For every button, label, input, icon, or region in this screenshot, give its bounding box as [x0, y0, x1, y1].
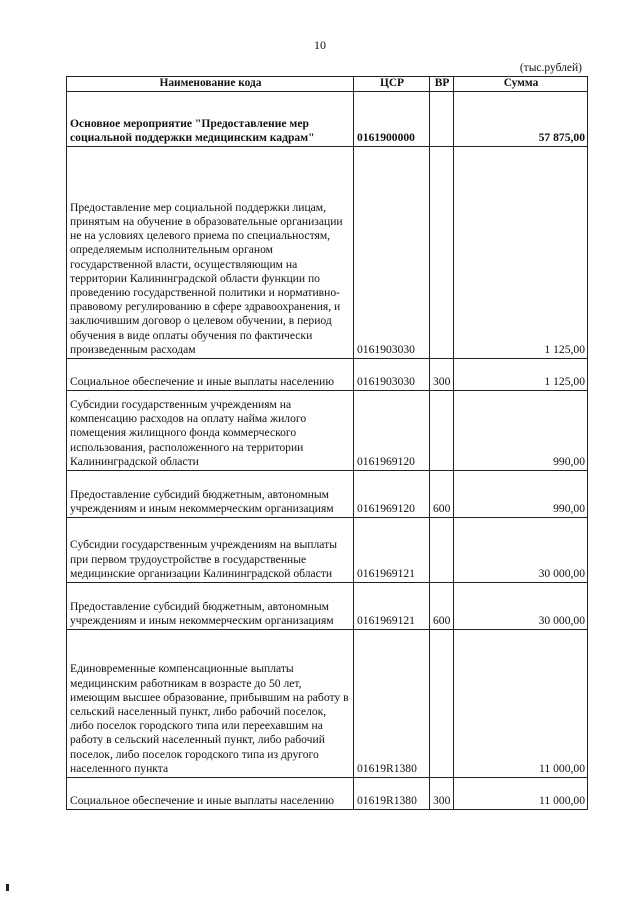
table-row	[67, 92, 588, 147]
table-row	[67, 471, 588, 518]
table-header-row	[67, 77, 588, 92]
row-csr: 01619R1380	[354, 778, 430, 810]
row-sum: 990,00	[454, 391, 588, 471]
table-row	[67, 630, 588, 778]
row-name: Субсидии государственным учреждениям на выплаты при первом трудоустройстве в государственные медицинские организации Калининградской области	[67, 518, 354, 583]
row-sum: 11 000,00	[454, 778, 588, 810]
row-vr: 300	[430, 359, 454, 391]
row-name: Предоставление субсидий бюджетным, автономным учреждениям и иным некоммерческим организациям	[67, 471, 354, 518]
table-row	[67, 359, 588, 391]
table-row	[67, 518, 588, 583]
header-csr: ЦСР	[354, 77, 430, 92]
row-name: Социальное обеспечение и иные выплаты населению	[67, 778, 354, 810]
row-sum: 1 125,00	[454, 359, 588, 391]
table-row	[67, 583, 588, 630]
row-name: Предоставление мер социальной поддержки лицам, принятым на обучение в образовательные организации не на условиях целевого приема по специальностям, определяемым исполнительным органом государственной власти, осуществляющим на территории Калининградской области функции по проведению государственной политики и нормативно-правовому регулированию в сфере здравоохранения, и заключившим договор о целевом обучении, в период обучения в виде оплаты обучения по фактически произведенным расходам	[67, 147, 354, 359]
row-csr: 0161969121	[354, 583, 430, 630]
row-vr	[430, 518, 454, 583]
row-vr	[430, 391, 454, 471]
table-row	[67, 147, 588, 359]
row-csr: 0161903030	[354, 147, 430, 359]
row-sum: 57 875,00	[454, 92, 588, 147]
row-csr: 0161903030	[354, 359, 430, 391]
row-name: Социальное обеспечение и иные выплаты населению	[67, 359, 354, 391]
row-vr	[430, 630, 454, 778]
row-csr: 0161900000	[354, 92, 430, 147]
row-csr: 0161969120	[354, 391, 430, 471]
row-csr: 0161969121	[354, 518, 430, 583]
row-name: Предоставление субсидий бюджетным, автономным учреждениям и иным некоммерческим организациям	[67, 583, 354, 630]
row-sum: 990,00	[454, 471, 588, 518]
row-csr: 01619R1380	[354, 630, 430, 778]
row-csr: 0161969120	[354, 471, 430, 518]
units-label: (тыс.рублей)	[519, 62, 582, 74]
table-row	[67, 391, 588, 471]
row-sum: 11 000,00	[454, 630, 588, 778]
table-row	[67, 778, 588, 810]
header-sum: Сумма	[454, 77, 588, 92]
row-vr	[430, 92, 454, 147]
row-vr: 300	[430, 778, 454, 810]
row-name: Субсидии государственным учреждениям на компенсацию расходов на оплату найма жилого помещения жилищного фонда коммерческого использования, расположенного на территории Калининградской области	[67, 391, 354, 471]
budget-table	[66, 76, 588, 810]
page-number: 10	[314, 38, 326, 52]
row-sum: 30 000,00	[454, 518, 588, 583]
header-name: Наименование кода	[67, 77, 354, 92]
margin-mark	[6, 884, 9, 891]
row-vr	[430, 147, 454, 359]
row-name: Единовременные компенсационные выплаты медицинским работникам в возрасте до 50 лет, имеющим высшее образование, прибывшим на работу в сельский населенный пункт, либо рабочий поселок, либо поселок городского типа или переехавшим на работу в сельский населенный пункт, либо рабочий поселок, либо поселок городского типа из другого населенного пункта	[67, 630, 354, 778]
header-vr: ВР	[430, 77, 454, 92]
row-vr: 600	[430, 471, 454, 518]
row-name: Основное мероприятие "Предоставление мер социальной поддержки медицинским кадрам"	[67, 92, 354, 147]
row-sum: 30 000,00	[454, 583, 588, 630]
row-sum: 1 125,00	[454, 147, 588, 359]
row-vr: 600	[430, 583, 454, 630]
